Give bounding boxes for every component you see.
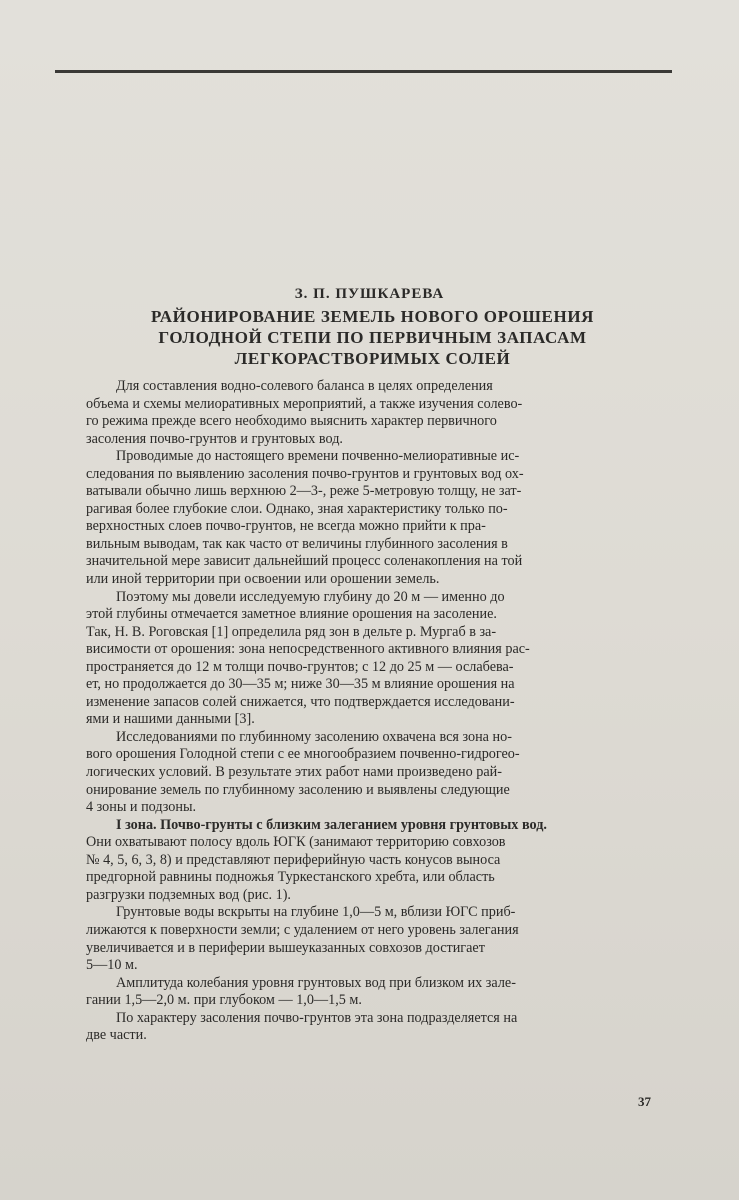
- text-line: засоления почво-грунтов и грунтовых вод.: [86, 430, 343, 447]
- text-line: логических условий. В результате этих работ нами произведено рай-: [86, 764, 502, 781]
- text-line: значительной мере зависит дальнейший процесс соленакопления на той: [86, 553, 523, 570]
- text-line: следования по выявлению засоления почво-грунтов и грунтовых вод ох-: [86, 465, 524, 482]
- text-line: № 4, 5, 6, 3, 8) и представляют периферийную часть конусов выноса: [86, 851, 501, 868]
- text-line: онирование земель по глубинному засолению и выявлены следующие: [86, 781, 510, 798]
- page-number: 37: [638, 1094, 651, 1109]
- text-line: Амплитуда колебания уровня грунтовых вод при близком их зале-: [116, 974, 516, 991]
- text-line: 4 зоны и подзоны.: [86, 799, 197, 816]
- title-line: ЛЕГКОРАСТВОРИМЫХ СОЛЕЙ: [234, 349, 511, 368]
- article-body: [86, 378, 664, 1045]
- text-line: изменение запасов солей снижается, что подтверждается исследовани-: [86, 693, 515, 710]
- text-line: гании 1,5—2,0 м. при глубоком — 1,0—1,5 м.: [86, 992, 362, 1009]
- text-line: увеличивается и в периферии вышеуказанных совхозов достигает: [86, 939, 485, 956]
- text-line: или иной территории при освоении или орошении земель.: [86, 571, 440, 588]
- title-line: РАЙОНИРОВАНИЕ ЗЕМЕЛЬ НОВОГО ОРОШЕНИЯ: [150, 307, 595, 326]
- text-line: предгорной равнины подножья Туркестанского хребта, или область: [86, 869, 495, 886]
- text-line: Грунтовые воды вскрыты на глубине 1,0—5 м, вблизи ЮГС приб-: [116, 904, 516, 921]
- zone-heading-line: [86, 817, 664, 835]
- text-line: висимости от орошения: зона непосредственного активного влияния рас-: [86, 641, 530, 658]
- text-line: рагивая более глубокие слои. Однако, зная характеристику только по-: [86, 500, 508, 517]
- text-line: верхностных слоев почво-грунтов, не всегда можно прийти к пра-: [86, 518, 486, 535]
- text-line: этой глубины отмечается заметное влияние орошения на засоление.: [86, 606, 497, 623]
- author-name: З. П. ПУШКАРЕВА: [294, 286, 445, 302]
- text-line: го режима прежде всего необходимо выяснить характер первичного: [86, 413, 497, 430]
- text-line: 5—10 м.: [86, 957, 138, 974]
- zone-heading: I зона. Почво-грунты с близким залеганием уровня грунтовых вод.: [116, 816, 547, 833]
- text-line: вильным выводам, так как часто от величины глубинного засоления в: [86, 535, 508, 552]
- text-line: Так, Н. В. Роговская [1] определила ряд зон в дельте р. Мургаб в за-: [86, 623, 497, 640]
- text-line: разгрузки подземных вод (рис. 1).: [86, 886, 291, 903]
- text-line: Для составления водно-солевого баланса в целях определения: [116, 378, 493, 394]
- top-rule: [55, 70, 672, 73]
- text-line: пространяется до 12 м толщи почво-грунтов; с 12 до 25 м — ослабева-: [86, 658, 514, 675]
- title-line: ГОЛОДНОЙ СТЕПИ ПО ПЕРВИЧНЫМ ЗАПАСАМ: [158, 328, 587, 347]
- text-line: ями и нашими данными [3].: [86, 711, 255, 728]
- text-line: Они охватывают полосу вдоль ЮГК (занимают территорию совхозов: [86, 834, 506, 851]
- text-line: лижаются к поверхности земли; с удалением от него уровень залегания: [86, 921, 519, 938]
- article-title: [95, 306, 650, 369]
- text-line: Поэтому мы довели исследуемую глубину до 20 м — именно до: [116, 588, 505, 605]
- text-line: ватывали обычно лишь верхнюю 2—3-, реже 5-метровую толщу, не зат-: [86, 483, 522, 500]
- text-line: две части.: [86, 1027, 147, 1044]
- text-line: объема и схемы мелиоративных мероприятий, а также изучения солево-: [86, 395, 523, 412]
- text-line: ет, но продолжается до 30—35 м; ниже 30—35 м влияние орошения на: [86, 676, 515, 693]
- text-line: Исследованиями по глубинному засолению охвачена вся зона но-: [116, 728, 512, 745]
- text-line: Проводимые до настоящего времени почвенно-мелиоративные ис-: [116, 448, 520, 465]
- text-line: вого орошения Голодной степи с ее многообразием почвенно-гидрогео-: [86, 746, 520, 763]
- text-line: По характеру засоления почво-грунтов эта зона подразделяется на: [116, 1009, 518, 1026]
